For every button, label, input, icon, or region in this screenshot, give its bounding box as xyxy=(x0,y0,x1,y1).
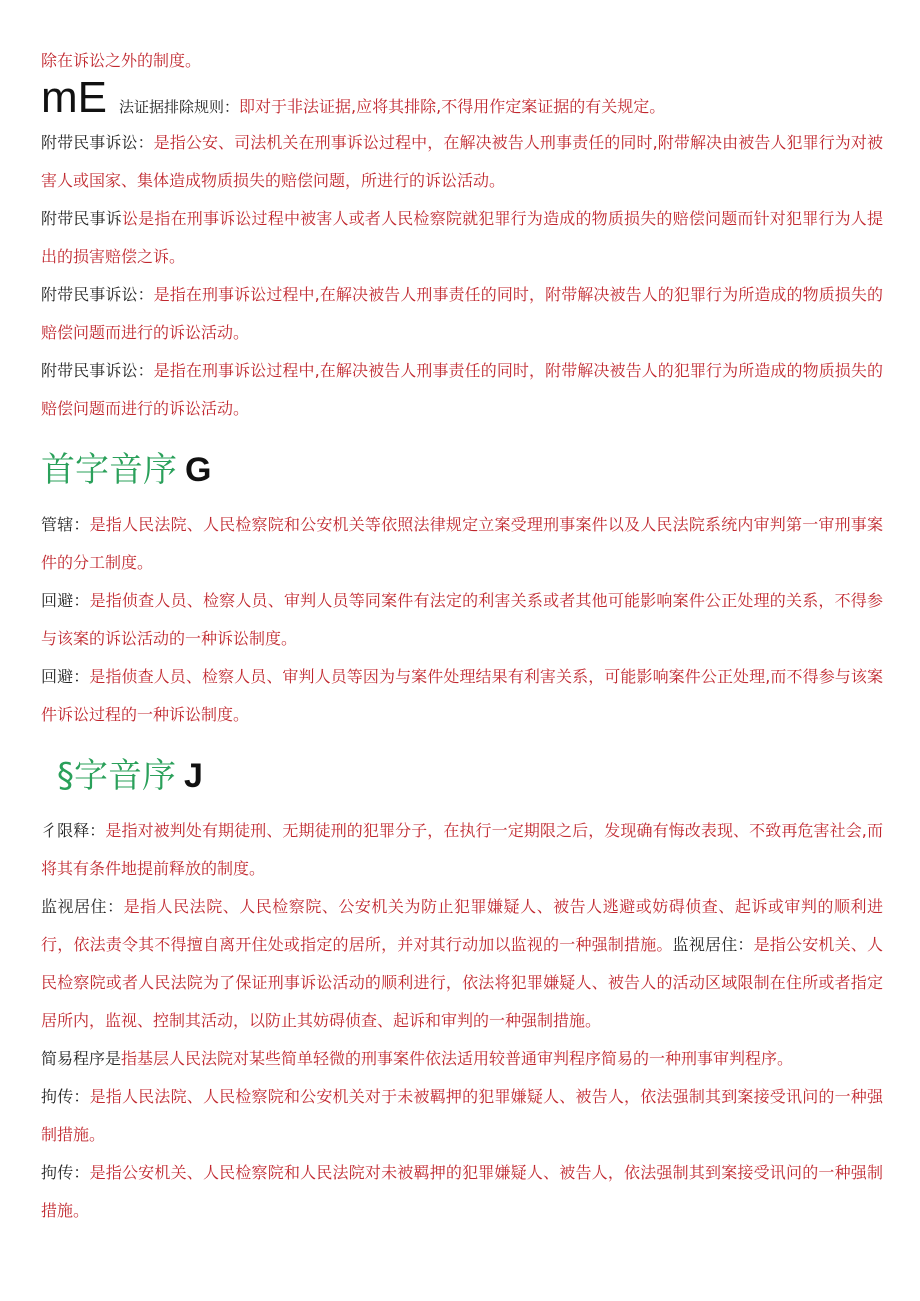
entry-definition: 是指对被判处有期徒刑、无期徒刑的犯罪分子，在执行一定期限之后，发现确有悔改表现、不致再危害社会,而将其有条件地提前释放的制度。 xyxy=(41,821,883,878)
artifact-glyph: mE xyxy=(41,73,107,122)
entry-term: 附带民事诉讼： xyxy=(41,133,154,152)
document-page xyxy=(41,48,883,1230)
entry-definition-2: 是指公安机关、人民检察院或者人民法院为了保证刑事诉讼活动的顺利进行，依法将犯罪嫌疑人、被告人的活动区域限制在住所或者指定居所内，监视、控制其活动，以防止其妨碍侦查、起诉和审判的一种强制措施。 xyxy=(41,935,883,1030)
entry-definition: 是指在刑事诉讼过程中,在解决被告人刑事责任的同时，附带解决被告人的犯罪行为所造成的物质损失的赔偿问题而进行的诉讼活动。 xyxy=(41,361,883,418)
entry-term: 法证据排除规则： xyxy=(119,98,240,116)
entry-term: 简易程序是 xyxy=(41,1049,122,1068)
entry-definition: 是指人民法院、人民检察院和公安机关对于未被羁押的犯罪嫌疑人、被告人，依法强制其到案接受讯问的一种强制措施。 xyxy=(41,1087,883,1144)
entry-jurisdiction xyxy=(41,506,883,582)
entry-definition: 是指公安机关、人民检察院和人民法院对未被羁押的犯罪嫌疑人、被告人，依法强制其到案接受讯问的一种强制措施。 xyxy=(41,1163,883,1220)
entry-definition: 是指人民法院、人民检察院、公安机关为防止犯罪嫌疑人、被告人逃避或妨碍侦查、起诉或审判的顺利进行，依法责令其不得擅自离开住处或指定的居所，并对其行动加以监视的一种强制措施。 xyxy=(41,897,883,954)
entry-recusal-2 xyxy=(41,658,883,734)
entry-residential-surveillance xyxy=(41,888,883,1040)
entry-term: 附带民事诉 xyxy=(41,209,122,228)
entry-term: 拘传： xyxy=(41,1163,90,1182)
section-heading-j xyxy=(41,756,883,796)
heading-letter: G xyxy=(185,451,212,489)
entry-term: 监视居住： xyxy=(41,897,124,916)
entry-definition: 讼是指在刑事诉讼过程中被害人或者人民检察院就犯罪行为造成的物质损失的赔偿问题而针对犯罪行为人提出的损害赔偿之诉。 xyxy=(41,209,883,266)
entry-definition: 是指侦查人员、检察人员、审判人员等因为与案件处理结果有利害关系，可能影响案件公正处理,而不得参与该案件诉讼过程的一种诉讼制度。 xyxy=(41,667,883,724)
entry-parole xyxy=(41,812,883,888)
entry-civil-suit-3 xyxy=(41,276,883,352)
entry-civil-suit-2 xyxy=(41,200,883,276)
entry-term: 回避： xyxy=(41,591,90,610)
heading-text: §字音序 xyxy=(57,756,176,796)
entry-definition: 是指侦查人员、检察人员、审判人员等同案件有法定的利害关系或者其他可能影响案件公正处理的关系，不得参与该案的诉讼活动的一种诉讼制度。 xyxy=(41,591,883,648)
entry-term: 彳限释： xyxy=(41,821,106,840)
entry-summary-procedure xyxy=(41,1040,883,1078)
section-heading-g xyxy=(41,450,883,490)
entry-summons-2 xyxy=(41,1154,883,1230)
entry-term: 附带民事诉讼： xyxy=(41,285,154,304)
entry-term: 附带民事诉讼： xyxy=(41,361,154,380)
entry-term-2: 监视居住： xyxy=(672,935,754,954)
entry-term: 拘传： xyxy=(41,1087,90,1106)
entry-recusal-1 xyxy=(41,582,883,658)
entry-term: 回避： xyxy=(41,667,90,686)
entry-definition: 是指人民法院、人民检察院和公安机关等依照法律规定立案受理刑事案件以及人民法院系统内审判第一审刑事案件的分工制度。 xyxy=(41,515,883,572)
entry-definition: 指基层人民法院对某些简单轻微的刑事案件依法适用较普通审判程序简易的一种刑事审判程序。 xyxy=(121,1049,794,1068)
heading-letter: J xyxy=(184,757,203,795)
entry-summons-1 xyxy=(41,1078,883,1154)
entry-definition: 即对于非法证据,应将其排除,不得用作定案证据的有关规定。 xyxy=(239,97,666,116)
continuation-line: 除在诉讼之外的制度。 xyxy=(41,51,202,70)
entry-exclusion-rule xyxy=(41,73,883,124)
entry-civil-suit-4 xyxy=(41,352,883,428)
entry-civil-suit-1 xyxy=(41,124,883,200)
entry-term: 管辖： xyxy=(41,515,90,534)
entry-definition: 是指公安、司法机关在刑事诉讼过程中，在解决被告人刑事责任的同时,附带解决由被告人犯罪行为对被害人或国家、集体造成物质损失的赔偿问题，所进行的诉讼活动。 xyxy=(41,133,883,190)
entry-definition: 是指在刑事诉讼过程中,在解决被告人刑事责任的同时，附带解决被告人的犯罪行为所造成的物质损失的赔偿问题而进行的诉讼活动。 xyxy=(41,285,883,342)
heading-text: 首字音序 xyxy=(41,450,177,490)
